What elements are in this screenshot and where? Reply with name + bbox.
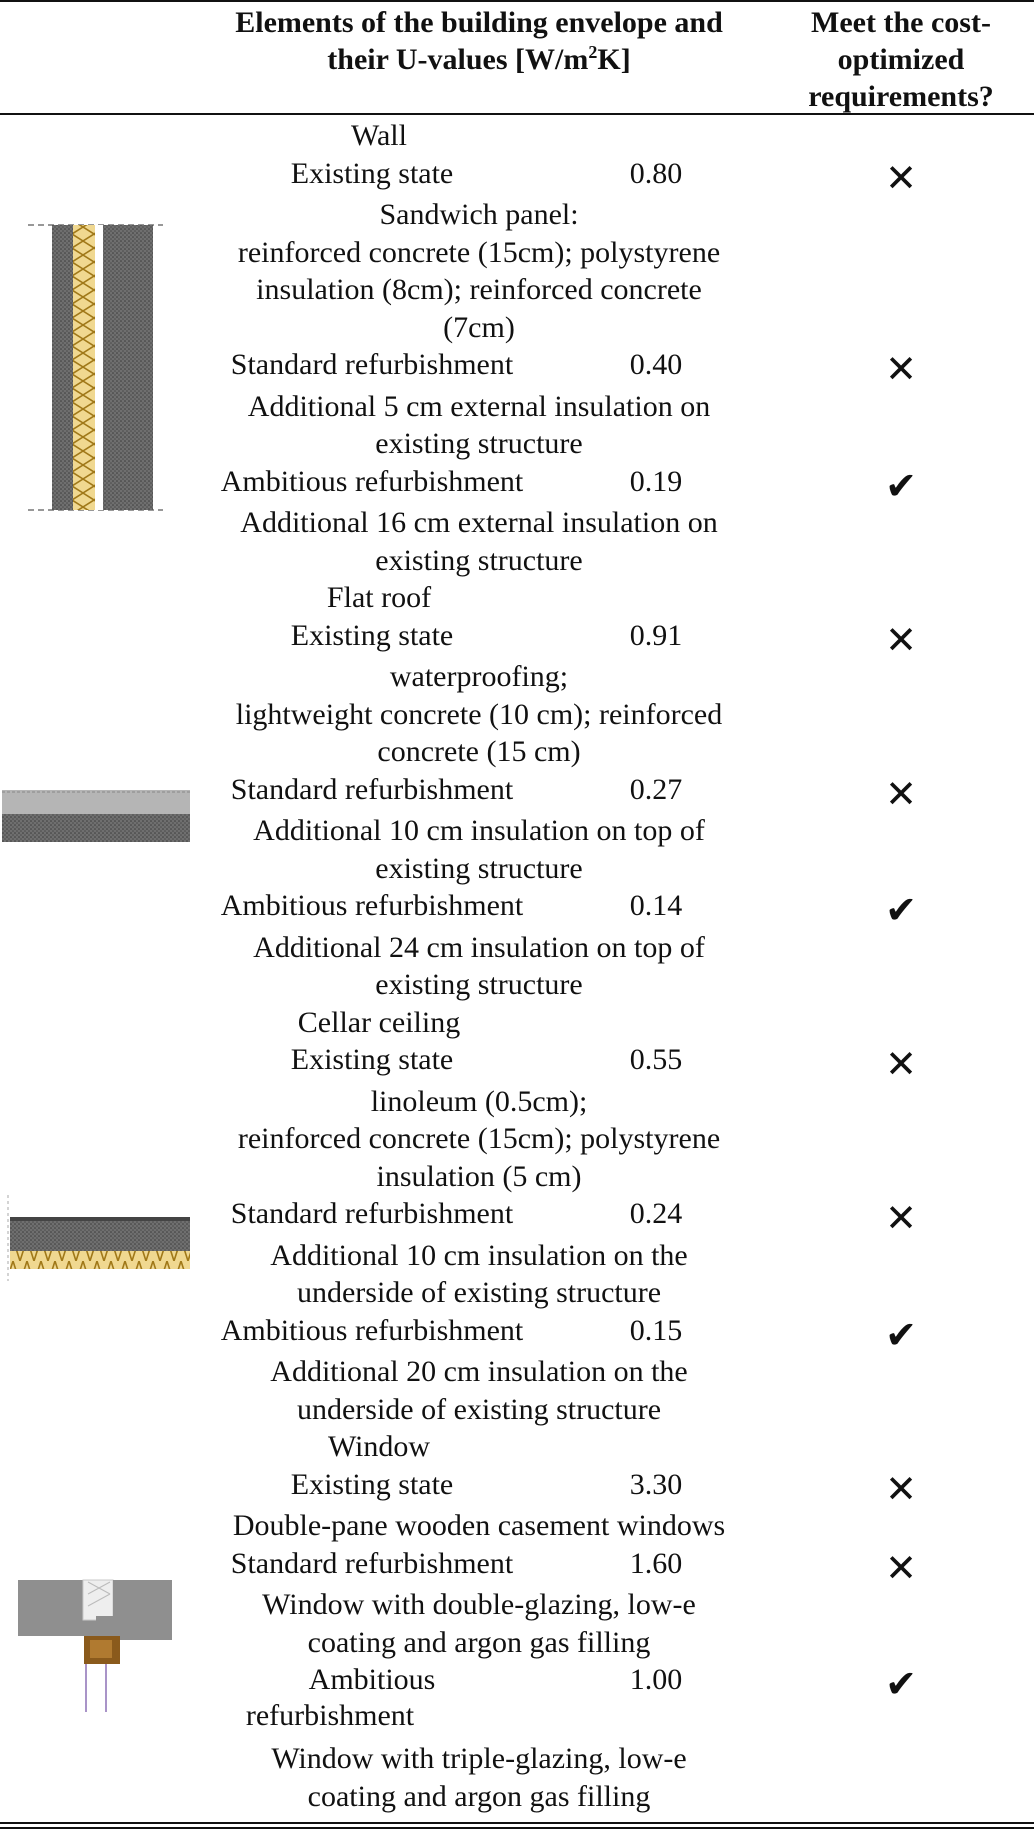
check-icon: ✔ xyxy=(885,888,917,932)
row-description: Additional 10 cm insulation on the xyxy=(270,1238,688,1272)
cross-icon: ✕ xyxy=(885,1196,917,1240)
u-value: 1.00 xyxy=(629,1663,683,1696)
row-label: Existing state xyxy=(290,1467,454,1501)
cross-icon: ✕ xyxy=(885,1545,917,1590)
row-label: Standard refurbishment xyxy=(230,772,514,806)
row-description: lightweight concrete (10 cm); reinforced xyxy=(235,697,723,731)
header-col3-line-1: Meet the cost- xyxy=(811,6,991,39)
flat-roof-section-icon xyxy=(2,788,190,844)
row-description: underside of existing structure xyxy=(296,1392,662,1426)
row-label: Ambitious refurbishment xyxy=(220,1313,524,1347)
row-description: existing structure xyxy=(375,543,583,577)
bottom-rule-1 xyxy=(0,1822,1034,1824)
row-label: Standard refurbishment xyxy=(230,1197,514,1230)
row-label: Ambitious refurbishment xyxy=(220,889,524,922)
u-value: 0.40 xyxy=(629,348,683,381)
cross-icon: ✕ xyxy=(885,617,917,662)
u-value: 1.60 xyxy=(629,1546,683,1580)
row-description: Sandwich panel: xyxy=(379,198,579,231)
header-line-1: Elements of the building envelope and xyxy=(235,6,723,39)
row-description: Window with triple-glazing, low-e xyxy=(271,1742,687,1775)
cross-icon: ✕ xyxy=(885,155,917,200)
row-label: Standard refurbishment xyxy=(230,348,514,381)
row-description: existing structure xyxy=(375,851,583,885)
check-icon: ✔ xyxy=(885,1312,917,1357)
row-description: reinforced concrete (15cm); polystyrene xyxy=(237,235,721,269)
u-value: 0.27 xyxy=(629,772,683,806)
u-value: 3.30 xyxy=(629,1467,683,1501)
bottom-rule-2 xyxy=(0,1827,1034,1829)
row-label: Standard refurbishment xyxy=(230,1546,514,1580)
row-description: existing structure xyxy=(375,968,583,1001)
section-title: Wall xyxy=(351,119,407,152)
u-value: 0.91 xyxy=(629,618,683,652)
check-icon: ✔ xyxy=(885,1662,917,1706)
top-rule xyxy=(0,0,1034,2)
u-value: 0.55 xyxy=(629,1043,683,1076)
u-value: 0.15 xyxy=(629,1313,683,1347)
row-description: underside of existing structure xyxy=(296,1276,662,1309)
section-title: Cellar ceiling xyxy=(297,1005,461,1039)
row-description: reinforced concrete (15cm); polystyrene xyxy=(237,1122,721,1155)
row-description: Additional 16 cm external insulation on xyxy=(240,506,718,539)
window-section-icon xyxy=(18,1576,172,1712)
row-description: Window with double-glazing, low-e xyxy=(262,1588,696,1621)
cross-icon: ✕ xyxy=(885,1466,917,1511)
header-elements-uvalues xyxy=(235,4,723,78)
row-label: Existing state xyxy=(290,156,454,190)
row-description: Double-pane wooden casement windows xyxy=(232,1509,726,1542)
header-col3-line-2: optimized xyxy=(837,43,965,76)
check-icon: ✔ xyxy=(885,463,917,508)
header-line-2-suffix: K] xyxy=(597,43,631,76)
row-label: Existing state xyxy=(290,1043,454,1076)
row-description: Additional 5 cm external insulation on xyxy=(247,389,711,423)
header-rule xyxy=(0,113,1034,115)
cross-icon: ✕ xyxy=(885,1042,917,1086)
header-line-2 xyxy=(235,41,723,78)
row-description: Additional 10 cm insulation on top of xyxy=(253,814,705,847)
row-description: (7cm) xyxy=(443,310,515,344)
row-label: Existing state xyxy=(290,618,454,652)
row-description: existing structure xyxy=(375,427,583,460)
cellar-ceiling-section-icon xyxy=(6,1195,190,1281)
row-description: Additional 20 cm insulation on the xyxy=(270,1355,688,1388)
row-description: linoleum (0.5cm); xyxy=(370,1084,588,1118)
row-label: Ambitious xyxy=(308,1663,436,1696)
u-value: 0.19 xyxy=(629,464,683,498)
row-label: Ambitious refurbishment xyxy=(220,464,524,498)
row-description: concrete (15 cm) xyxy=(377,735,581,768)
row-description: insulation (5 cm) xyxy=(376,1159,582,1193)
section-title: Window xyxy=(327,1430,431,1463)
wall-section-icon xyxy=(28,220,163,515)
row-description: coating and argon gas filling xyxy=(307,1625,651,1659)
u-value: 0.80 xyxy=(629,156,683,190)
row-description: Additional 24 cm insulation on top of xyxy=(253,930,705,964)
row-description: insulation (8cm); reinforced concrete xyxy=(256,273,702,306)
header-col3-line-3: requirements? xyxy=(808,80,994,113)
header-line-2-prefix: their U-values [W/m xyxy=(327,43,589,76)
row-description: coating and argon gas filling xyxy=(307,1779,651,1813)
header-superscript: 2 xyxy=(588,42,598,62)
row-label-cont: refurbishment xyxy=(245,1698,415,1732)
section-title: Flat roof xyxy=(326,581,432,614)
u-value: 0.24 xyxy=(629,1197,683,1230)
header-meets-requirements xyxy=(808,4,994,115)
cross-icon: ✕ xyxy=(885,771,917,816)
row-description: waterproofing; xyxy=(389,660,569,693)
cross-icon: ✕ xyxy=(885,347,917,391)
u-value: 0.14 xyxy=(629,889,683,922)
